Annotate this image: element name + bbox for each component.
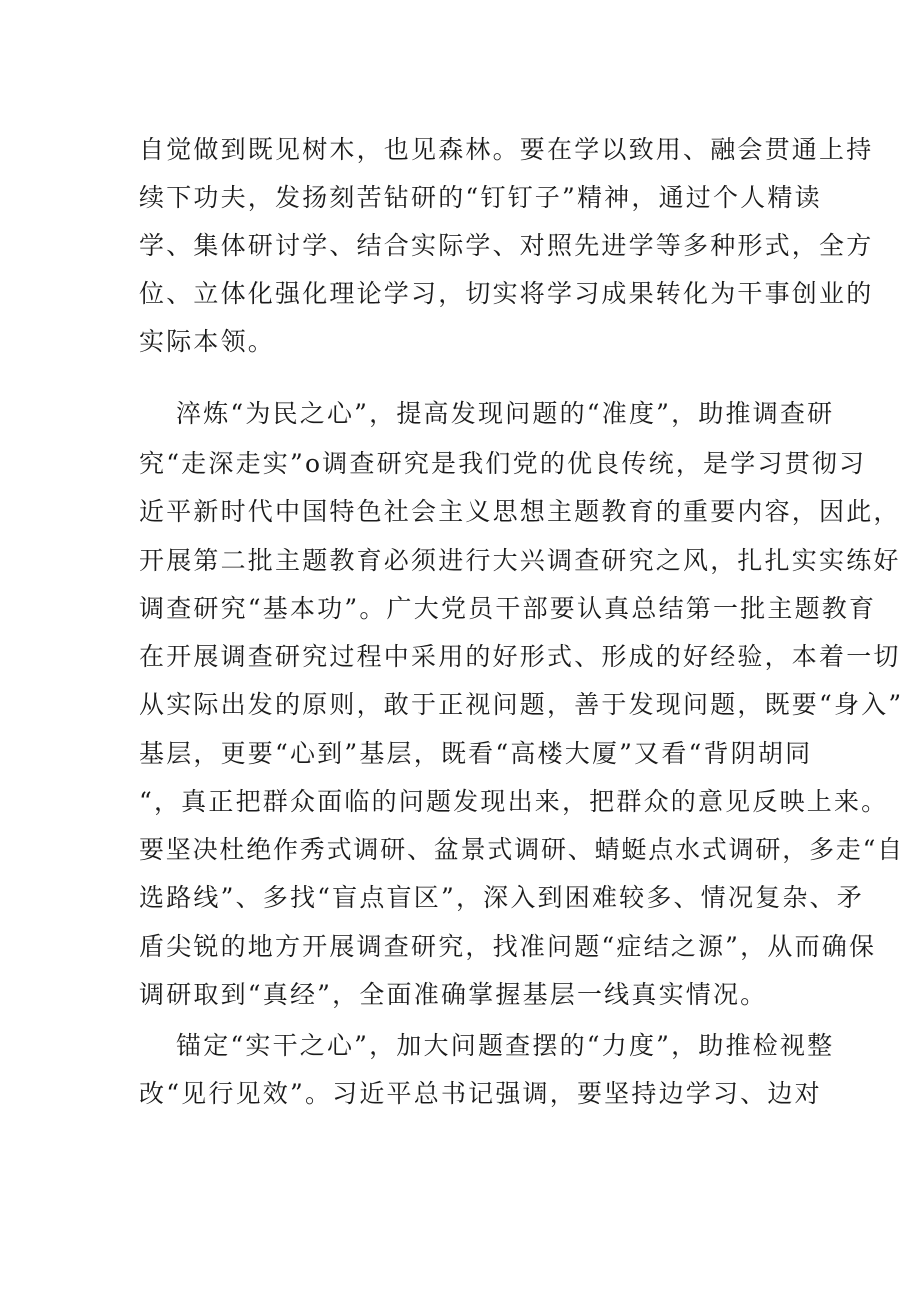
text-line: 实际本领。 (139, 327, 276, 356)
text-line: 选路线”、多找“盲点盲区”，深入到困难较多、情况复杂、矛 (139, 883, 864, 912)
text-line: 基层，更要“心到”基层，既看“高楼大厦”又看“背阴胡同 (139, 739, 813, 768)
text-line: 改“见行见效”。习近平总书记强调，要坚持边学习、边对 (139, 1079, 822, 1108)
text-line: 调查研究“基本功”。广大党员干部要认真总结第一批主题教育 (139, 594, 877, 623)
text-line: 开展第二批主题教育必须进行大兴调查研究之风，扎扎实实练好 (139, 546, 901, 575)
text-line: 在开展调查研究过程中采用的好形式、形成的好经验，本着一切 (139, 642, 901, 671)
text-line: 自觉做到既见树木，也见森林。要在学以致用、融会贯通上持 (139, 135, 874, 164)
text-line: 位、立体化强化理论学习，切实将学习成果转化为干事创业的 (139, 279, 874, 308)
text-line: 究“走深走实”o调查研究是我们党的优良传统，是学习贯彻习 (139, 449, 867, 478)
text-line: 淬炼“为民之心”，提高发现问题的“准度”，助推调查研 (176, 399, 835, 428)
text-line: 从实际出发的原则，敢于正视问题，善于发现问题，既要“身入” (139, 690, 904, 719)
text-line: 近平新时代中国特色社会主义思想主题教育的重要内容，因此， (139, 497, 901, 526)
text-line: “，真正把群众面临的问题发现出来，把群众的意见反映上来。 (139, 787, 889, 816)
text-line: 盾尖锐的地方开展调查研究，找准问题“症结之源”，从而确保 (139, 932, 877, 961)
text-line: 学、集体研讨学、结合实际学、对照先进学等多种形式，全方 (139, 231, 874, 260)
text-line: 调研取到“真经”，全面准确掌握基层一线真实情况。 (139, 980, 768, 1009)
text-line: 续下功夫，发扬刻苦钻研的“钉钉子”精神，通过个人精读 (139, 183, 822, 212)
text-line: 锚定“实干之心”，加大问题查摆的“力度”，助推检视整 (176, 1031, 835, 1060)
text-line: 要坚决杜绝作秀式调研、盆景式调研、蜻蜓点水式调研，多走“自 (139, 835, 904, 864)
